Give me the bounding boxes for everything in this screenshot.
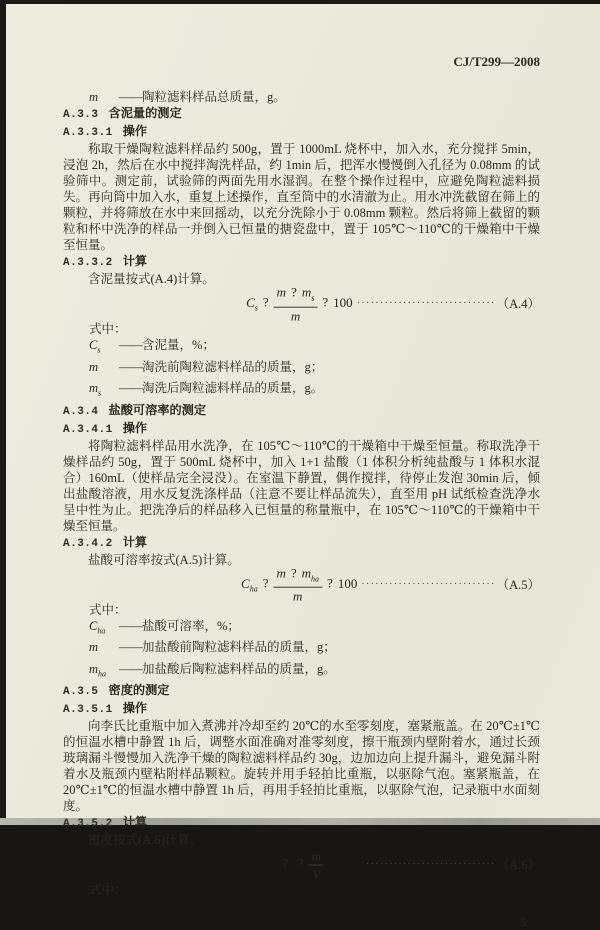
section-heading-a352: A.3.5.2 计算 [63,815,148,830]
page-number: 5 [520,915,526,929]
where-label-a6: 式中： [89,883,127,897]
equation-number-a4: （A.4） [496,297,540,311]
page-footer [63,914,540,930]
formula-a5-expression: $C_{ha}$ ? $\frac{m ? m_{ha}}{m}$ ? 100 [241,565,358,604]
formula-a6 [63,848,540,882]
formula-a6-expression: ? ? $\frac{m}{V}$ [277,850,324,881]
section-heading-a332: A.3.3.2 计算 [63,254,148,269]
equation-number-a6: （A.6） [496,858,540,872]
formula-a5-leader: ····························· （A.5） [361,577,540,592]
section-heading-a34: A.3.4 盐酸可溶率的测定 [63,402,207,418]
section-heading-a331: A.3.3.1 操作 [63,124,148,139]
paragraph-a342: 盐酸可溶率按式(A.5)计算。 [88,552,240,567]
formula-a6-leader: ···························· （A.6） [365,858,540,872]
where-label-a4: 式中： [89,322,127,336]
section-heading-a342: A.3.4.2 计算 [63,534,148,550]
section-heading-a341: A.3.4.1 操作 [63,420,148,436]
section-heading-a33: A.3.3 含泥量的测定 [63,106,182,121]
definition-text: 陶粒滤料样品总质量，g。 [142,90,286,104]
formula-a4-expression: $C_s$ ? $\frac{m ? m_s}{m}$ ? 100 [246,284,353,324]
definition-ms-after-wash: $m_s$ —— 淘洗后陶粒滤料样品的质量，g。 [89,381,324,398]
formula-a4 [63,284,540,324]
definition-m-before-wash: m —— 淘洗前陶粒滤料样品的质量，g； [89,359,324,374]
page-content [63,89,540,930]
paragraph-a332: 含泥量按式(A.4)计算。 [88,272,215,286]
paragraph-a341: 将陶粒滤料样品用水洗净，在 105℃～110℃的干燥箱中干燥至恒量。称取洗净干燥样品约 50g，置于 500mL 烧杯中，加入 1+1 盐酸（1 体积分析纯盐酸与 1 体积水混合）160mL（使样品完全浸没）。在室温下静置，偶作搅拌，待停止发泡 30min 后，倾出盐酸溶液，用水反复洗涤样品（注意不要让样品流失），直至用 pH 试纸检查洗净水呈中性为止。把洗净后的样品移入已恒量的称量瓶中，在 105℃～110℃的干燥箱中干燥至恒量。 [63,438,540,533]
definition-m-before-acid: m —— 加盐酸前陶粒滤料样品的质量，g； [89,640,336,654]
section-heading-a351: A.3.5.1 操作 [63,701,148,716]
symbol-definition-m-total: m —— 陶粒滤料样品总质量，g。 [89,90,286,104]
definition-mha-after-acid: $m_{ha}$ —— 加盐酸后陶粒滤料样品的质量，g。 [89,661,336,678]
paragraph-a331: 称取干燥陶粒滤料样品约 500g，置于 1000mL 烧杯中，加入水，充分搅拌 5min，浸泡 2h，然后在水中搅拌淘洗样品，约 1min 后，把浑水慢慢倒入孔径为 0.08mm 的试验筛中。测定前，试验筛的两面先用水湿润。在整个操作过程中，应避免陶粒滤料损失。再向筒中加入水，重复上述操作，直至筒中的水清澈为止。用水冲洗截留在筛上的颗粒，并将筛放在水中来回摇动，以充分洗除小于 0.08mm 颗粒。然后将筛上截留的颗粒和杯中洗净的样品一并倒入已恒量的搪瓷盘中，置于 105℃～110℃的干燥箱中干燥至恒量。 [63,142,540,252]
definition-cha: $C_{ha}$ —— 盐酸可溶率，%； [89,618,240,635]
equation-number-a5: （A.5） [496,577,540,592]
paragraph-a351: 向李氏比重瓶中加入煮沸并冷却至约 20℃的水至零刻度，塞紧瓶盖。在 20℃±1℃的恒温水槽中静置 1h 后，调整水面准确对准零刻度，擦干瓶颈内壁附着水，通过长颈玻璃漏斗慢慢加入洗净干燥的陶粒滤料样品约 30g，边加边向上提升漏斗，避免漏斗附着水及瓶颈内壁粘附样品颗粒。旋转并用手轻拍比重瓶，以驱除气泡。塞紧瓶盖，在 20℃±1℃的恒温水槽中静置 1h 后，再用手轻拍比重瓶，以驱除气泡，记录瓶中水面刻度。 [63,719,540,813]
paragraph-a352: 密度按式(A.6)计算。 [88,833,203,847]
section-heading-a35: A.3.5 密度的测定 [63,683,170,698]
definition-cs: $C_s$ —— 含泥量，%； [89,338,215,355]
formula-a4-leader: ······························ （A.4） [356,297,540,311]
document-number: CJ/T299—2008 [453,54,540,69]
symbol: m [89,90,99,104]
paper-sheet [6,4,600,929]
formula-a5 [63,565,540,604]
where-label-a5: 式中： [89,602,127,617]
